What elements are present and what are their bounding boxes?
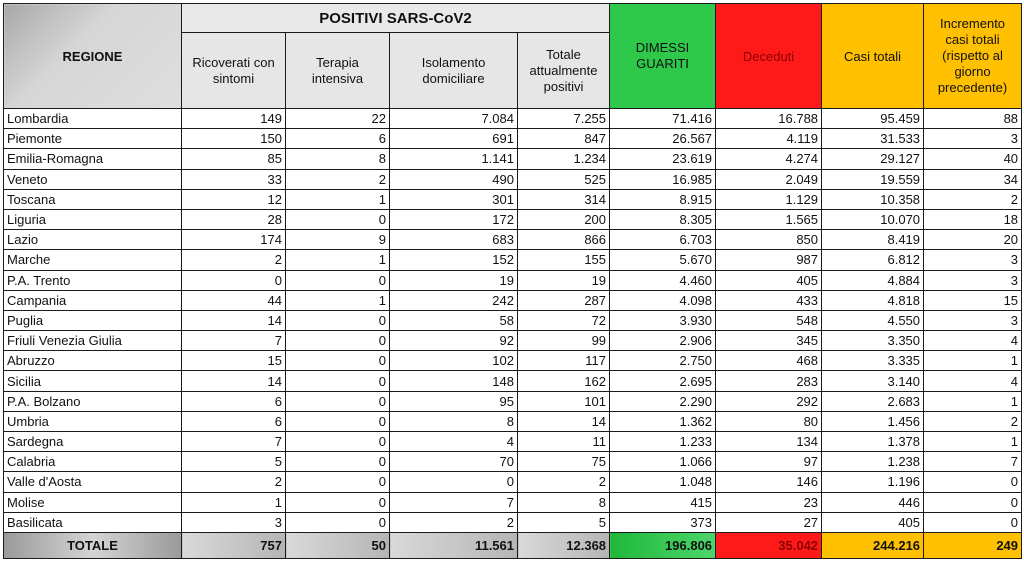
casi-totali-cell: 31.533: [822, 129, 924, 149]
regione-cell: Calabria: [4, 452, 182, 472]
deceduti-cell: 292: [716, 391, 822, 411]
isolamento-cell: 172: [390, 209, 518, 229]
terapia-cell: 0: [286, 331, 390, 351]
table-row: [4, 432, 1022, 452]
dimessi-cell: 23.619: [610, 149, 716, 169]
totale-positivi-cell: 14: [518, 411, 610, 431]
incremento-cell: 3: [924, 250, 1022, 270]
table-row: [4, 230, 1022, 250]
isolamento-cell: 95: [390, 391, 518, 411]
isolamento-cell: 7: [390, 492, 518, 512]
regione-cell: Umbria: [4, 411, 182, 431]
casi-totali-cell: 4.884: [822, 270, 924, 290]
terapia-cell: 0: [286, 512, 390, 532]
ricoverati-cell: 15: [182, 351, 286, 371]
dimessi-cell: 1.362: [610, 411, 716, 431]
totale-positivi-cell: 101: [518, 391, 610, 411]
incremento-cell: 88: [924, 109, 1022, 129]
regione-cell: Toscana: [4, 189, 182, 209]
header-terapia-intensiva: Terapia intensiva: [286, 33, 390, 109]
dimessi-cell: 5.670: [610, 250, 716, 270]
dimessi-cell: 373: [610, 512, 716, 532]
dimessi-cell: 2.290: [610, 391, 716, 411]
table-row: [4, 331, 1022, 351]
totale-positivi-cell: 155: [518, 250, 610, 270]
table-row: [4, 452, 1022, 472]
terapia-cell: 0: [286, 351, 390, 371]
isolamento-cell: 8: [390, 411, 518, 431]
totals-label: TOTALE: [4, 532, 182, 558]
isolamento-cell: 7.084: [390, 109, 518, 129]
isolamento-cell: 691: [390, 129, 518, 149]
deceduti-cell: 987: [716, 250, 822, 270]
incremento-cell: 3: [924, 270, 1022, 290]
totale-positivi-cell: 287: [518, 290, 610, 310]
dimessi-cell: 8.915: [610, 189, 716, 209]
casi-totali-cell: 19.559: [822, 169, 924, 189]
incremento-cell: 0: [924, 472, 1022, 492]
casi-totali-cell: 6.812: [822, 250, 924, 270]
totale-positivi-cell: 99: [518, 331, 610, 351]
totale-positivi-cell: 5: [518, 512, 610, 532]
table-row: [4, 270, 1022, 290]
table-row: [4, 250, 1022, 270]
terapia-cell: 22: [286, 109, 390, 129]
totale-positivi-cell: 162: [518, 371, 610, 391]
header-dimessi-guariti: DIMESSI GUARITI: [610, 4, 716, 109]
ricoverati-cell: 7: [182, 331, 286, 351]
terapia-cell: 0: [286, 432, 390, 452]
totale-positivi-cell: 11: [518, 432, 610, 452]
regione-cell: Basilicata: [4, 512, 182, 532]
table-row: [4, 169, 1022, 189]
deceduti-cell: 1.565: [716, 209, 822, 229]
deceduti-cell: 283: [716, 371, 822, 391]
incremento-cell: 4: [924, 331, 1022, 351]
isolamento-cell: 102: [390, 351, 518, 371]
table-row: [4, 149, 1022, 169]
deceduti-cell: 405: [716, 270, 822, 290]
isolamento-cell: 242: [390, 290, 518, 310]
regione-cell: Campania: [4, 290, 182, 310]
totale-positivi-cell: 75: [518, 452, 610, 472]
incremento-cell: 1: [924, 351, 1022, 371]
ricoverati-cell: 3: [182, 512, 286, 532]
casi-totali-cell: 2.683: [822, 391, 924, 411]
totale-positivi-cell: 525: [518, 169, 610, 189]
deceduti-cell: 468: [716, 351, 822, 371]
deceduti-cell: 27: [716, 512, 822, 532]
totale-positivi-cell: 200: [518, 209, 610, 229]
casi-totali-cell: 1.196: [822, 472, 924, 492]
dimessi-cell: 4.098: [610, 290, 716, 310]
table-row: [4, 391, 1022, 411]
incremento-cell: 18: [924, 209, 1022, 229]
casi-totali-cell: 10.358: [822, 189, 924, 209]
casi-totali-cell: 446: [822, 492, 924, 512]
terapia-cell: 1: [286, 250, 390, 270]
isolamento-cell: 19: [390, 270, 518, 290]
ricoverati-cell: 174: [182, 230, 286, 250]
total-terapia: 50: [286, 532, 390, 558]
incremento-cell: 15: [924, 290, 1022, 310]
totale-positivi-cell: 117: [518, 351, 610, 371]
total-deceduti: 35.042: [716, 532, 822, 558]
terapia-cell: 0: [286, 411, 390, 431]
table-row: [4, 290, 1022, 310]
casi-totali-cell: 1.456: [822, 411, 924, 431]
incremento-cell: 0: [924, 492, 1022, 512]
table-row: [4, 209, 1022, 229]
deceduti-cell: 345: [716, 331, 822, 351]
ricoverati-cell: 6: [182, 391, 286, 411]
terapia-cell: 0: [286, 452, 390, 472]
regione-cell: Sicilia: [4, 371, 182, 391]
header-incremento: Incremento casi totali (rispetto al giorno precedente): [924, 4, 1022, 109]
ricoverati-cell: 1: [182, 492, 286, 512]
ricoverati-cell: 150: [182, 129, 286, 149]
isolamento-cell: 148: [390, 371, 518, 391]
total-isolamento: 11.561: [390, 532, 518, 558]
deceduti-cell: 4.119: [716, 129, 822, 149]
dimessi-cell: 71.416: [610, 109, 716, 129]
casi-totali-cell: 95.459: [822, 109, 924, 129]
dimessi-cell: 6.703: [610, 230, 716, 250]
deceduti-cell: 548: [716, 310, 822, 330]
totale-positivi-cell: 72: [518, 310, 610, 330]
totale-positivi-cell: 19: [518, 270, 610, 290]
regione-cell: Friuli Venezia Giulia: [4, 331, 182, 351]
regione-cell: Lombardia: [4, 109, 182, 129]
deceduti-cell: 134: [716, 432, 822, 452]
isolamento-cell: 152: [390, 250, 518, 270]
totale-positivi-cell: 847: [518, 129, 610, 149]
dimessi-cell: 4.460: [610, 270, 716, 290]
dimessi-cell: 1.048: [610, 472, 716, 492]
deceduti-cell: 433: [716, 290, 822, 310]
regione-cell: Sardegna: [4, 432, 182, 452]
deceduti-cell: 80: [716, 411, 822, 431]
terapia-cell: 0: [286, 492, 390, 512]
dimessi-cell: 2.906: [610, 331, 716, 351]
regione-cell: Valle d'Aosta: [4, 472, 182, 492]
casi-totali-cell: 1.238: [822, 452, 924, 472]
dimessi-cell: 2.750: [610, 351, 716, 371]
ricoverati-cell: 14: [182, 310, 286, 330]
isolamento-cell: 0: [390, 472, 518, 492]
regione-cell: Piemonte: [4, 129, 182, 149]
deceduti-cell: 850: [716, 230, 822, 250]
casi-totali-cell: 1.378: [822, 432, 924, 452]
table-row: [4, 472, 1022, 492]
header-regione: REGIONE: [4, 4, 182, 109]
deceduti-cell: 23: [716, 492, 822, 512]
dimessi-cell: 26.567: [610, 129, 716, 149]
header-ricoverati: Ricoverati con sintomi: [182, 33, 286, 109]
dimessi-cell: 3.930: [610, 310, 716, 330]
dimessi-cell: 16.985: [610, 169, 716, 189]
totale-positivi-cell: 866: [518, 230, 610, 250]
incremento-cell: 7: [924, 452, 1022, 472]
table-body: [4, 109, 1022, 533]
terapia-cell: 1: [286, 189, 390, 209]
totale-positivi-cell: 2: [518, 472, 610, 492]
deceduti-cell: 1.129: [716, 189, 822, 209]
isolamento-cell: 58: [390, 310, 518, 330]
header-positivi-group: POSITIVI SARS-CoV2: [182, 4, 610, 33]
total-ricoverati: 757: [182, 532, 286, 558]
ricoverati-cell: 14: [182, 371, 286, 391]
terapia-cell: 0: [286, 209, 390, 229]
incremento-cell: 0: [924, 512, 1022, 532]
deceduti-cell: 146: [716, 472, 822, 492]
header-isolamento: Isolamento domiciliare: [390, 33, 518, 109]
table-row: [4, 351, 1022, 371]
casi-totali-cell: 10.070: [822, 209, 924, 229]
table-row: [4, 492, 1022, 512]
dimessi-cell: 2.695: [610, 371, 716, 391]
ricoverati-cell: 12: [182, 189, 286, 209]
incremento-cell: 20: [924, 230, 1022, 250]
incremento-cell: 34: [924, 169, 1022, 189]
isolamento-cell: 1.141: [390, 149, 518, 169]
header-casi-totali: Casi totali: [822, 4, 924, 109]
incremento-cell: 1: [924, 391, 1022, 411]
table-row: [4, 371, 1022, 391]
terapia-cell: 0: [286, 270, 390, 290]
covid-regional-table: [3, 3, 1022, 559]
casi-totali-cell: 3.335: [822, 351, 924, 371]
isolamento-cell: 70: [390, 452, 518, 472]
table-row: [4, 411, 1022, 431]
ricoverati-cell: 5: [182, 452, 286, 472]
deceduti-cell: 4.274: [716, 149, 822, 169]
isolamento-cell: 92: [390, 331, 518, 351]
isolamento-cell: 2: [390, 512, 518, 532]
ricoverati-cell: 6: [182, 411, 286, 431]
ricoverati-cell: 7: [182, 432, 286, 452]
totale-positivi-cell: 1.234: [518, 149, 610, 169]
ricoverati-cell: 0: [182, 270, 286, 290]
dimessi-cell: 1.233: [610, 432, 716, 452]
regione-cell: P.A. Bolzano: [4, 391, 182, 411]
terapia-cell: 1: [286, 290, 390, 310]
terapia-cell: 6: [286, 129, 390, 149]
regione-cell: Veneto: [4, 169, 182, 189]
ricoverati-cell: 149: [182, 109, 286, 129]
ricoverati-cell: 44: [182, 290, 286, 310]
ricoverati-cell: 2: [182, 250, 286, 270]
table-row: [4, 129, 1022, 149]
regione-cell: Liguria: [4, 209, 182, 229]
terapia-cell: 0: [286, 310, 390, 330]
regione-cell: Puglia: [4, 310, 182, 330]
deceduti-cell: 2.049: [716, 169, 822, 189]
ricoverati-cell: 85: [182, 149, 286, 169]
dimessi-cell: 415: [610, 492, 716, 512]
regione-cell: Lazio: [4, 230, 182, 250]
totals-row: [4, 532, 1022, 558]
isolamento-cell: 301: [390, 189, 518, 209]
total-dimessi: 196.806: [610, 532, 716, 558]
terapia-cell: 2: [286, 169, 390, 189]
terapia-cell: 0: [286, 391, 390, 411]
ricoverati-cell: 2: [182, 472, 286, 492]
header-totale-positivi: Totale attualmente positivi: [518, 33, 610, 109]
deceduti-cell: 16.788: [716, 109, 822, 129]
terapia-cell: 8: [286, 149, 390, 169]
casi-totali-cell: 4.550: [822, 310, 924, 330]
isolamento-cell: 490: [390, 169, 518, 189]
terapia-cell: 0: [286, 472, 390, 492]
incremento-cell: 2: [924, 411, 1022, 431]
casi-totali-cell: 405: [822, 512, 924, 532]
incremento-cell: 2: [924, 189, 1022, 209]
incremento-cell: 40: [924, 149, 1022, 169]
casi-totali-cell: 3.350: [822, 331, 924, 351]
dimessi-cell: 8.305: [610, 209, 716, 229]
terapia-cell: 9: [286, 230, 390, 250]
incremento-cell: 3: [924, 129, 1022, 149]
regione-cell: Marche: [4, 250, 182, 270]
totale-positivi-cell: 7.255: [518, 109, 610, 129]
incremento-cell: 4: [924, 371, 1022, 391]
totale-positivi-cell: 8: [518, 492, 610, 512]
dimessi-cell: 1.066: [610, 452, 716, 472]
total-incremento: 249: [924, 532, 1022, 558]
ricoverati-cell: 33: [182, 169, 286, 189]
casi-totali-cell: 8.419: [822, 230, 924, 250]
ricoverati-cell: 28: [182, 209, 286, 229]
table-row: [4, 189, 1022, 209]
isolamento-cell: 4: [390, 432, 518, 452]
table-row: [4, 109, 1022, 129]
regione-cell: P.A. Trento: [4, 270, 182, 290]
casi-totali-cell: 4.818: [822, 290, 924, 310]
totale-positivi-cell: 314: [518, 189, 610, 209]
regione-cell: Emilia-Romagna: [4, 149, 182, 169]
regione-cell: Molise: [4, 492, 182, 512]
casi-totali-cell: 29.127: [822, 149, 924, 169]
total-positivi: 12.368: [518, 532, 610, 558]
header-deceduti: Deceduti: [716, 4, 822, 109]
casi-totali-cell: 3.140: [822, 371, 924, 391]
deceduti-cell: 97: [716, 452, 822, 472]
table-row: [4, 512, 1022, 532]
incremento-cell: 1: [924, 432, 1022, 452]
regione-cell: Abruzzo: [4, 351, 182, 371]
isolamento-cell: 683: [390, 230, 518, 250]
terapia-cell: 0: [286, 371, 390, 391]
table-row: [4, 310, 1022, 330]
total-casi: 244.216: [822, 532, 924, 558]
incremento-cell: 3: [924, 310, 1022, 330]
